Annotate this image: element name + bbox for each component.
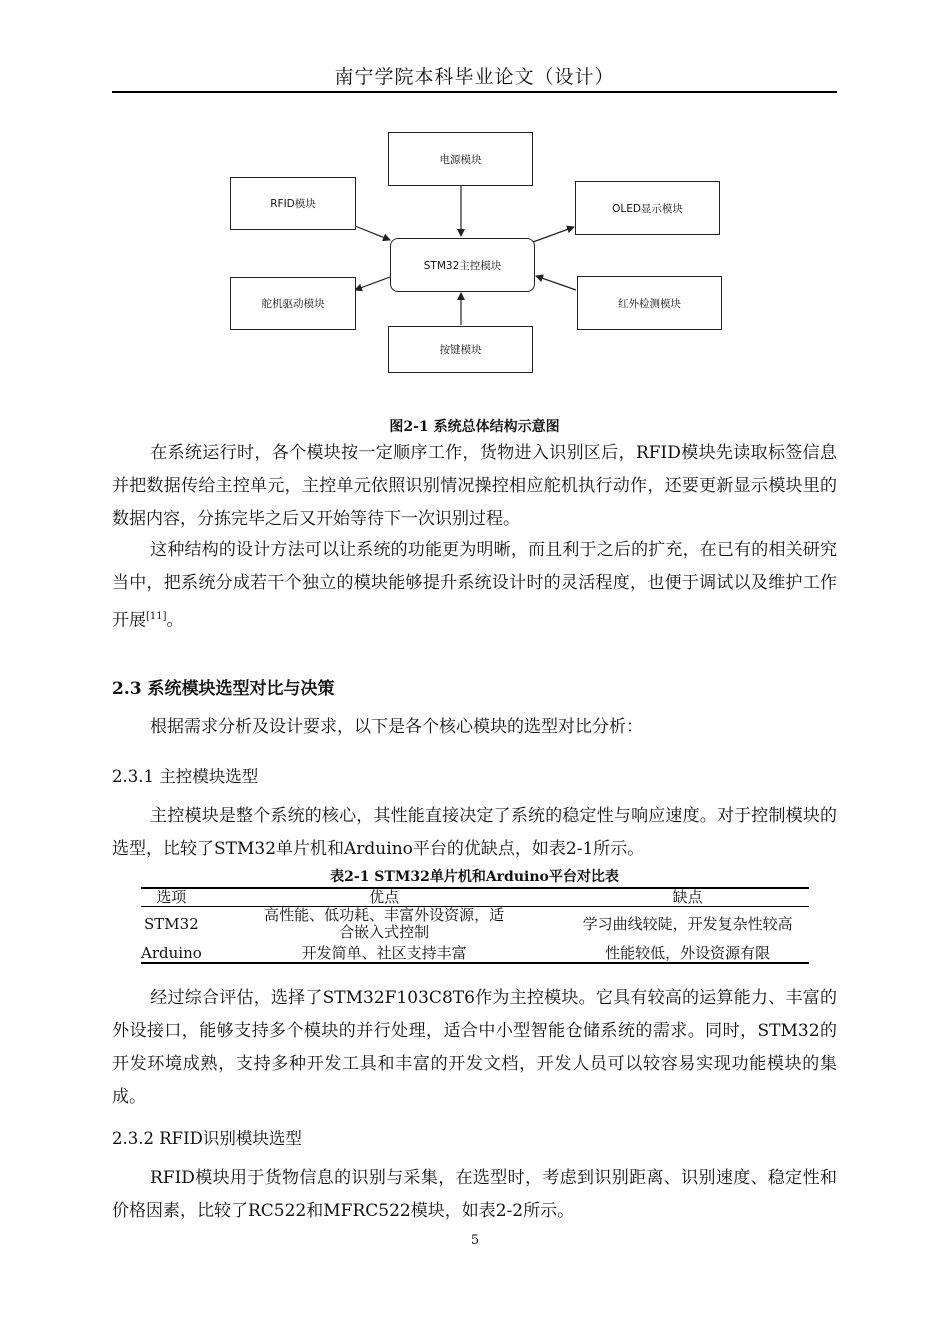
table-row <box>141 907 809 942</box>
key-module-box: 按键模块 <box>388 326 533 373</box>
table-cell: 学习曲线较陡，开发复杂性较高 <box>582 914 793 933</box>
oled-module-box: OLED显示模块 <box>575 181 720 235</box>
paragraph-text: 经过综合评估，选择了STM32F103C8T6作为主控模块。它具有较高的运算能力、丰富的外设接口，能够支持多个模块的并行处理，适合中小型智能仓储系统的需求。同时，STM32的开发环境成熟，支持多种开发工具和丰富的开发文档，开发人员可以较容易实现功能模块的集成。 <box>112 988 837 1107</box>
arrow-stm32-to-oled <box>533 227 574 242</box>
table-header: 选项 <box>156 888 187 906</box>
paragraph-text: RFID模块用于货物信息的识别与采集，在选型时，考虑到识别距离、识别速度、稳定性和价格因素，比较了RC522和MFRC522模块，如表2-2所示。 <box>112 1168 837 1221</box>
subsection-heading: 2.3.1 主控模块选型 <box>112 767 259 786</box>
power-module-box: 电源模块 <box>388 132 533 186</box>
table-cell: 开发简单、社区支持丰富 <box>301 944 467 962</box>
paragraph <box>112 800 837 866</box>
table-caption: 表2-1 STM32单片机和Arduino平台对比表 <box>330 869 619 885</box>
paragraph-text: 这种结构的设计方法可以让系统的功能更为明晰，而且利于之后的扩充，在已有的相关研究当中，把系统分成若干个独立的模块能够提升系统设计时的灵活程度，也便于调试以及维护工作开展 <box>112 540 837 631</box>
paragraph-text: 在系统运行时，各个模块按一定顺序工作，货物进入识别区后，RFID模块先读取标签信息并把数据传给主控单元，主控单元依照识别情况操控相应舵机执行动作，还要更新显示模块里的数据内容，分拣完毕之后又开始等待下一次识别过程。 <box>112 443 837 529</box>
table-header-row <box>141 888 809 907</box>
paragraph <box>112 982 837 1114</box>
infrared-module-box: 红外检测模块 <box>577 276 722 330</box>
table-cell: 性能较低，外设资源有限 <box>605 944 771 962</box>
arrow-infrared-to-stm32 <box>536 276 576 290</box>
table-header: 缺点 <box>672 888 703 906</box>
comparison-table <box>141 887 809 964</box>
servo-module-box: 舵机驱动模块 <box>230 277 356 330</box>
citation-ref: [11] <box>146 611 167 622</box>
table-row <box>141 941 809 963</box>
arrow-stm32-to-servo <box>355 277 390 290</box>
paragraph-end: 。 <box>166 610 184 631</box>
page-number: 5 <box>470 1233 480 1248</box>
paragraph <box>112 1162 837 1228</box>
paragraph <box>112 711 837 744</box>
table-cell: 高性能、低功耗、丰富外设资源，适合嵌入式控制 <box>264 906 505 941</box>
paragraph-text: 根据需求分析及设计要求，以下是各个核心模块的选型对比分析： <box>150 717 643 737</box>
rfid-module-box: RFID模块 <box>230 177 356 230</box>
table-cell: STM32 <box>144 914 199 933</box>
section-heading: 2.3 系统模块选型对比与决策 <box>112 679 335 699</box>
paragraph-text: 主控模块是整个系统的核心，其性能直接决定了系统的稳定性与响应速度。对于控制模块的选型，比较了STM32单片机和Arduino平台的优缺点，如表2-1所示。 <box>112 806 837 859</box>
page-header: 南宁学院本科毕业论文（设计） <box>334 66 615 88</box>
table-header: 优点 <box>369 888 400 906</box>
paragraph <box>112 534 837 638</box>
figure-caption: 图2-1 系统总体结构示意图 <box>389 419 560 435</box>
subsection-heading: 2.3.2 RFID识别模块选型 <box>112 1129 302 1148</box>
stm32-module-box: STM32主控模块 <box>390 238 535 292</box>
table-cell: Arduino <box>141 944 202 962</box>
arrow-rfid-to-stm32 <box>355 226 390 240</box>
paragraph <box>112 437 837 536</box>
